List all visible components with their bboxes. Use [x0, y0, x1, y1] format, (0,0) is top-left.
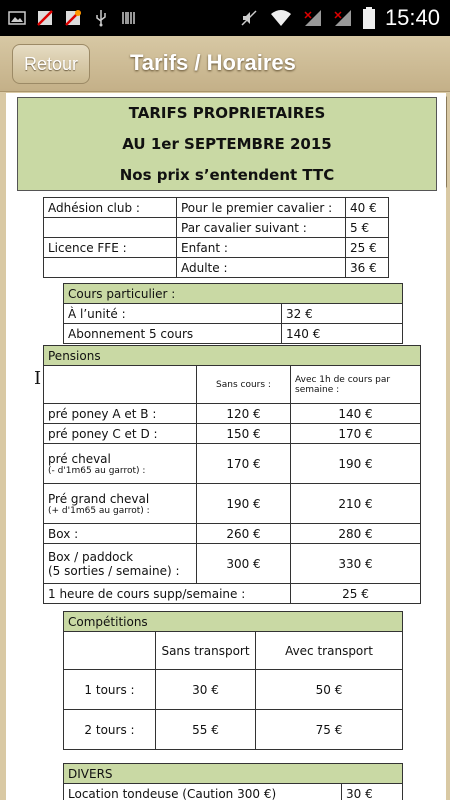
table-title: Cours particulier :: [64, 284, 403, 304]
table-cell: 260 €: [197, 524, 291, 544]
table-cell: 40 €: [346, 198, 389, 218]
row-label-main: Pré grand cheval: [48, 491, 150, 506]
table-cell: 50 €: [256, 670, 403, 710]
row-label: [44, 484, 197, 524]
divers-table: [63, 763, 403, 800]
table-cell: 170 €: [197, 444, 291, 484]
table-cell: 150 €: [197, 424, 291, 444]
header-line-2: AU 1er SEPTEMBRE 2015: [122, 135, 332, 153]
table-cell: 280 €: [291, 524, 421, 544]
column-header: Sans transport: [156, 632, 256, 670]
table-cell: Abonnement 5 cours: [64, 324, 282, 344]
table-cell: [44, 218, 177, 238]
row-label-main: pré cheval: [48, 451, 111, 466]
table-header-row: [64, 632, 403, 670]
adhesion-table: [43, 197, 389, 278]
table-row: [44, 424, 421, 444]
table-cell: 330 €: [291, 544, 421, 584]
table-cell: 25 €: [346, 238, 389, 258]
status-bar: [0, 0, 450, 36]
stray-text: I: [34, 368, 42, 389]
table-row: [44, 484, 421, 524]
table-row: [64, 324, 403, 344]
row-label-main: Box / paddock: [48, 549, 134, 564]
table-cell: Pour le premier cavalier :: [177, 198, 346, 218]
table-cell: 75 €: [256, 710, 403, 750]
document-view[interactable]: [6, 93, 446, 800]
table-row: [44, 258, 389, 278]
signal-icon: [333, 8, 353, 28]
tarifs-header: [17, 97, 437, 191]
mute-icon: [239, 8, 259, 28]
row-label: pré poney A et B :: [44, 404, 197, 424]
table-cell: Enfant :: [177, 238, 346, 258]
table-row: [44, 444, 421, 484]
licence-label: Licence FFE :: [44, 238, 177, 258]
back-button[interactable]: Retour: [12, 44, 90, 84]
table-row: [44, 218, 389, 238]
competitions-table: [63, 611, 403, 750]
table-cell: 140 €: [291, 404, 421, 424]
signal-icon: [303, 8, 323, 28]
table-cell: À l’unité :: [64, 304, 282, 324]
table-header-row: [64, 284, 403, 304]
system-icons: [239, 0, 440, 36]
table-header-row: [44, 366, 421, 404]
table-row: [44, 238, 389, 258]
table-cell: Location tondeuse (Caution 300 €): [64, 784, 342, 800]
row-label: 1 heure de cours supp/semaine :: [44, 584, 291, 604]
barcode-icon: [120, 9, 138, 27]
table-cell: Par cavalier suivant :: [177, 218, 346, 238]
pensions-table: [43, 345, 421, 604]
table-cell: 32 €: [282, 304, 403, 324]
table-cell: 210 €: [291, 484, 421, 524]
table-cell: 25 €: [291, 584, 421, 604]
row-label: 2 tours :: [64, 710, 156, 750]
header-line-3: Nos prix s’entendent TTC: [119, 166, 335, 184]
table-row: [64, 304, 403, 324]
table-cell: [44, 366, 197, 404]
row-label: [44, 444, 197, 484]
row-label-sub: (5 sorties / semaine) :: [48, 563, 180, 578]
table-cell: 120 €: [197, 404, 291, 424]
table-cell: Adulte :: [177, 258, 346, 278]
table-cell: 36 €: [346, 258, 389, 278]
table-title: DIVERS: [64, 764, 403, 784]
no-sim-icon: [64, 9, 82, 27]
table-row: [44, 524, 421, 544]
column-header: Avec transport: [256, 632, 403, 670]
table-cell: [64, 632, 156, 670]
table-row: [44, 584, 421, 604]
table-title: Compétitions: [64, 612, 403, 632]
table-row: [44, 404, 421, 424]
no-signal-icon: [36, 9, 54, 27]
column-header: Sans cours :: [197, 366, 291, 404]
table-cell: 170 €: [291, 424, 421, 444]
adhesion-label: Adhésion club :: [44, 198, 177, 218]
table-row: [64, 784, 403, 800]
table-row: [44, 544, 421, 584]
table-cell: 140 €: [282, 324, 403, 344]
header-line-1: TARIFS PROPRIETAIRES: [128, 104, 326, 122]
table-cell: [44, 258, 177, 278]
cours-table: [63, 283, 403, 344]
table-cell: 30 €: [156, 670, 256, 710]
app-bar: [0, 36, 450, 92]
wifi-icon: [269, 8, 293, 28]
table-row: [64, 710, 403, 750]
table-cell: 5 €: [346, 218, 389, 238]
image-icon: [8, 9, 26, 27]
row-label-sub: (+ d'1m65 au garrot) :: [48, 505, 150, 516]
page-title: Tarifs / Horaires: [130, 50, 296, 75]
table-row: [44, 198, 389, 218]
table-cell: 300 €: [197, 544, 291, 584]
table-cell: 55 €: [156, 710, 256, 750]
notification-icons: [0, 9, 138, 27]
row-label-sub: (- d'1m65 au garrot) :: [48, 465, 146, 476]
table-header-row: [64, 764, 403, 784]
table-cell: 190 €: [197, 484, 291, 524]
table-header-row: [64, 612, 403, 632]
table-cell: 30 €: [342, 784, 403, 800]
row-label: pré poney C et D :: [44, 424, 197, 444]
table-header-row: [44, 346, 421, 366]
usb-icon: [92, 9, 110, 27]
row-label: [44, 544, 197, 584]
table-cell: 190 €: [291, 444, 421, 484]
column-header: Avec 1h de cours par semaine :: [291, 366, 421, 404]
row-label: Box :: [44, 524, 197, 544]
table-row: [64, 670, 403, 710]
clock: 15:40: [384, 5, 440, 30]
battery-icon: [363, 7, 375, 29]
table-title: Pensions: [44, 346, 421, 366]
row-label: 1 tours :: [64, 670, 156, 710]
